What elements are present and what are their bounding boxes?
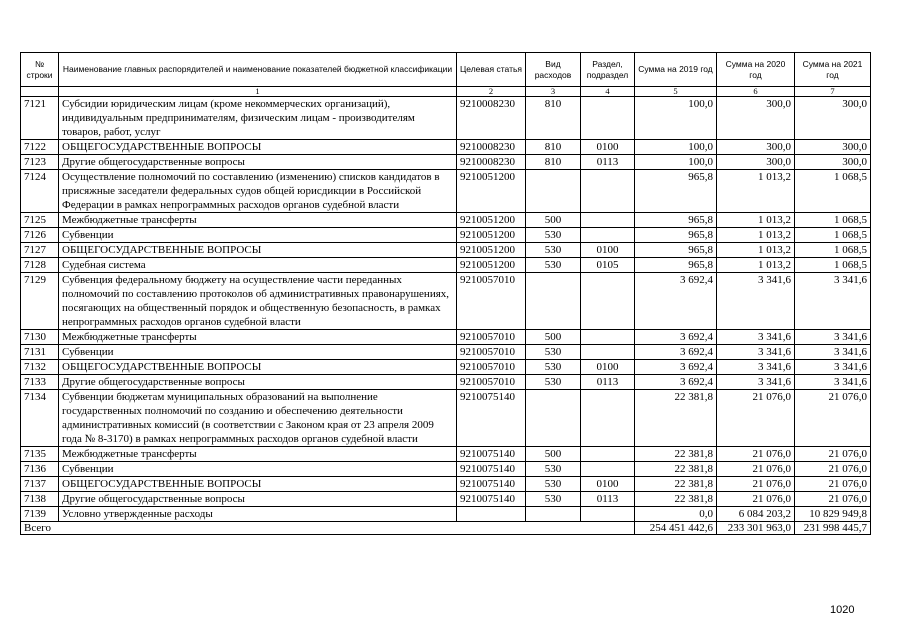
table-row [21,97,871,140]
col-header-section: Раздел, подраздел [581,53,635,87]
total-sum-2020: 233 301 963,0 [717,522,795,535]
total-sum-2019: 254 451 442,6 [635,522,717,535]
row-sum-2019: 100,0 [635,155,717,170]
col-header-sum-2019: Сумма на 2019 год [635,53,717,87]
row-number: 7134 [21,390,59,447]
row-name: Субвенции [59,462,457,477]
col-number [21,87,59,97]
row-section: 0113 [581,375,635,390]
row-number: 7122 [21,140,59,155]
row-expense-type: 530 [526,375,581,390]
row-target-article: 9210008230 [457,140,526,155]
row-sum-2021: 21 076,0 [795,447,871,462]
row-sum-2020: 3 341,6 [717,375,795,390]
row-section: 0113 [581,492,635,507]
row-sum-2020: 1 013,2 [717,228,795,243]
row-sum-2021: 3 341,6 [795,330,871,345]
row-sum-2019: 3 692,4 [635,375,717,390]
row-number: 7137 [21,477,59,492]
row-sum-2019: 3 692,4 [635,345,717,360]
row-number: 7133 [21,375,59,390]
row-sum-2020: 21 076,0 [717,462,795,477]
row-section [581,97,635,140]
row-target-article: 9210051200 [457,243,526,258]
col-header-sum-2020: Сумма на 2020 год [717,53,795,87]
row-expense-type [526,390,581,447]
row-sum-2021: 1 068,5 [795,243,871,258]
table-row [21,213,871,228]
total-label: Всего [21,522,635,535]
row-sum-2021: 3 341,6 [795,360,871,375]
row-number: 7125 [21,213,59,228]
row-sum-2021: 3 341,6 [795,273,871,330]
row-sum-2020: 21 076,0 [717,390,795,447]
row-name: Другие общегосударственные вопросы [59,375,457,390]
row-sum-2021: 3 341,6 [795,375,871,390]
col-number: 7 [795,87,871,97]
row-target-article: 9210008230 [457,155,526,170]
row-name: Межбюджетные трансферты [59,330,457,345]
row-name: ОБЩЕГОСУДАРСТВЕННЫЕ ВОПРОСЫ [59,140,457,155]
table-body [21,97,871,522]
table-row [21,477,871,492]
row-expense-type: 500 [526,447,581,462]
row-target-article: 9210057010 [457,330,526,345]
row-name: Судебная система [59,258,457,273]
total-sum-2021: 231 998 445,7 [795,522,871,535]
row-sum-2019: 22 381,8 [635,447,717,462]
row-number: 7138 [21,492,59,507]
row-target-article: 9210057010 [457,375,526,390]
row-sum-2021: 1 068,5 [795,213,871,228]
table-row [21,360,871,375]
header-row [21,53,871,87]
row-name: Условно утвержденные расходы [59,507,457,522]
row-sum-2019: 22 381,8 [635,492,717,507]
table-row [21,140,871,155]
row-sum-2020: 3 341,6 [717,330,795,345]
row-target-article [457,507,526,522]
row-expense-type: 810 [526,155,581,170]
row-sum-2019: 22 381,8 [635,390,717,447]
row-sum-2021: 300,0 [795,140,871,155]
row-number: 7131 [21,345,59,360]
row-sum-2019: 22 381,8 [635,462,717,477]
row-expense-type: 500 [526,330,581,345]
row-target-article: 9210051200 [457,213,526,228]
column-number-row [21,87,871,97]
row-sum-2020: 21 076,0 [717,492,795,507]
row-sum-2020: 6 084 203,2 [717,507,795,522]
row-sum-2019: 3 692,4 [635,273,717,330]
row-number: 7124 [21,170,59,213]
row-name: Субсидии юридическим лицам (кроме некоммерческих организаций), индивидуальным предпринимателям, физическим лицам - производителям товаров, работ, услуг [59,97,457,140]
budget-table [20,52,871,535]
row-number: 7135 [21,447,59,462]
row-name: Осуществление полномочий по составлению (изменению) списков кандидатов в присяжные заседатели федеральных судов общей юрисдикции в Российской Федерации в рамках непрограммных расходов органов судебной власти [59,170,457,213]
row-section [581,273,635,330]
table-row [21,273,871,330]
row-sum-2021: 21 076,0 [795,462,871,477]
row-target-article: 9210075140 [457,492,526,507]
row-name: Субвенция федеральному бюджету на осуществление части переданных полномочий по составлению протоколов об административных правонарушениях, посягающих на общественный порядок и общественную безопасность, в рамках непрограммных расходов органов судебной власти [59,273,457,330]
row-sum-2020: 1 013,2 [717,258,795,273]
row-expense-type: 810 [526,140,581,155]
row-section [581,213,635,228]
row-expense-type: 530 [526,477,581,492]
row-sum-2019: 965,8 [635,170,717,213]
row-sum-2020: 300,0 [717,97,795,140]
row-expense-type: 530 [526,462,581,477]
table-row [21,228,871,243]
row-sum-2019: 100,0 [635,97,717,140]
page-number: 1020 [830,604,855,616]
row-expense-type: 810 [526,97,581,140]
row-sum-2021: 21 076,0 [795,492,871,507]
row-sum-2020: 21 076,0 [717,447,795,462]
row-sum-2021: 1 068,5 [795,228,871,243]
row-name: ОБЩЕГОСУДАРСТВЕННЫЕ ВОПРОСЫ [59,360,457,375]
row-sum-2021: 10 829 949,8 [795,507,871,522]
col-number: 2 [457,87,526,97]
row-sum-2019: 965,8 [635,258,717,273]
row-expense-type: 530 [526,345,581,360]
row-expense-type: 530 [526,360,581,375]
row-sum-2021: 1 068,5 [795,258,871,273]
row-target-article: 9210075140 [457,477,526,492]
col-number: 5 [635,87,717,97]
row-sum-2021: 1 068,5 [795,170,871,213]
row-target-article: 9210057010 [457,360,526,375]
table-row [21,330,871,345]
row-sum-2020: 3 341,6 [717,273,795,330]
col-number: 3 [526,87,581,97]
row-number: 7136 [21,462,59,477]
row-sum-2021: 300,0 [795,155,871,170]
col-number: 1 [59,87,457,97]
row-expense-type: 500 [526,213,581,228]
table-row [21,345,871,360]
row-sum-2019: 3 692,4 [635,330,717,345]
table-row [21,243,871,258]
row-section [581,447,635,462]
row-number: 7132 [21,360,59,375]
table-row [21,155,871,170]
table-row [21,507,871,522]
row-section [581,345,635,360]
row-sum-2021: 21 076,0 [795,390,871,447]
row-sum-2021: 300,0 [795,97,871,140]
row-section: 0100 [581,140,635,155]
row-sum-2019: 0,0 [635,507,717,522]
table-row [21,492,871,507]
row-sum-2020: 3 341,6 [717,345,795,360]
row-target-article: 9210057010 [457,273,526,330]
table-row [21,258,871,273]
row-expense-type: 530 [526,243,581,258]
table-row [21,170,871,213]
row-expense-type: 530 [526,228,581,243]
row-target-article: 9210008230 [457,97,526,140]
col-header-expense-type: Вид расходов [526,53,581,87]
row-section: 0100 [581,243,635,258]
row-sum-2019: 100,0 [635,140,717,155]
col-header-sum-2021: Сумма на 2021 год [795,53,871,87]
row-name: ОБЩЕГОСУДАРСТВЕННЫЕ ВОПРОСЫ [59,477,457,492]
row-name: Субвенции [59,345,457,360]
row-target-article: 9210075140 [457,462,526,477]
row-target-article: 9210051200 [457,258,526,273]
row-number: 7126 [21,228,59,243]
row-section: 0100 [581,477,635,492]
row-section [581,330,635,345]
row-target-article: 9210051200 [457,170,526,213]
row-number: 7123 [21,155,59,170]
row-expense-type: 530 [526,492,581,507]
row-section [581,170,635,213]
row-sum-2020: 300,0 [717,155,795,170]
row-target-article: 9210051200 [457,228,526,243]
row-sum-2021: 3 341,6 [795,345,871,360]
row-target-article: 9210075140 [457,447,526,462]
table-row [21,375,871,390]
row-target-article: 9210057010 [457,345,526,360]
row-section: 0105 [581,258,635,273]
row-expense-type: 530 [526,258,581,273]
row-sum-2020: 1 013,2 [717,243,795,258]
row-number: 7127 [21,243,59,258]
table-row [21,390,871,447]
col-number: 4 [581,87,635,97]
row-sum-2020: 300,0 [717,140,795,155]
row-sum-2020: 1 013,2 [717,213,795,228]
row-name: Субвенции бюджетам муниципальных образований на выполнение государственных полномочий по созданию и обеспечению деятельности административных комиссий (в соответствии с Законом края от 23 апреля 2009 года № 8-3170) в рамках непрограммных расходов органов судебной власти [59,390,457,447]
row-sum-2020: 1 013,2 [717,170,795,213]
row-sum-2019: 3 692,4 [635,360,717,375]
row-expense-type [526,507,581,522]
row-name: Другие общегосударственные вопросы [59,155,457,170]
total-row [21,522,871,535]
col-header-no: № строки [21,53,59,87]
row-section [581,228,635,243]
row-name: Субвенции [59,228,457,243]
row-sum-2020: 21 076,0 [717,477,795,492]
row-name: Межбюджетные трансферты [59,447,457,462]
row-section [581,507,635,522]
row-section [581,390,635,447]
row-expense-type [526,273,581,330]
row-sum-2019: 965,8 [635,228,717,243]
row-section: 0113 [581,155,635,170]
row-name: ОБЩЕГОСУДАРСТВЕННЫЕ ВОПРОСЫ [59,243,457,258]
row-target-article: 9210075140 [457,390,526,447]
row-sum-2019: 22 381,8 [635,477,717,492]
row-sum-2019: 965,8 [635,213,717,228]
col-header-target: Целевая статья [457,53,526,87]
table-row [21,462,871,477]
row-number: 7128 [21,258,59,273]
row-expense-type [526,170,581,213]
table-row [21,447,871,462]
col-header-name: Наименование главных распорядителей и наименование показателей бюджетной классификации [59,53,457,87]
row-number: 7130 [21,330,59,345]
row-sum-2020: 3 341,6 [717,360,795,375]
row-sum-2019: 965,8 [635,243,717,258]
row-name: Межбюджетные трансферты [59,213,457,228]
row-number: 7121 [21,97,59,140]
col-number: 6 [717,87,795,97]
row-sum-2021: 21 076,0 [795,477,871,492]
row-number: 7129 [21,273,59,330]
row-section [581,462,635,477]
row-name: Другие общегосударственные вопросы [59,492,457,507]
row-number: 7139 [21,507,59,522]
row-section: 0100 [581,360,635,375]
